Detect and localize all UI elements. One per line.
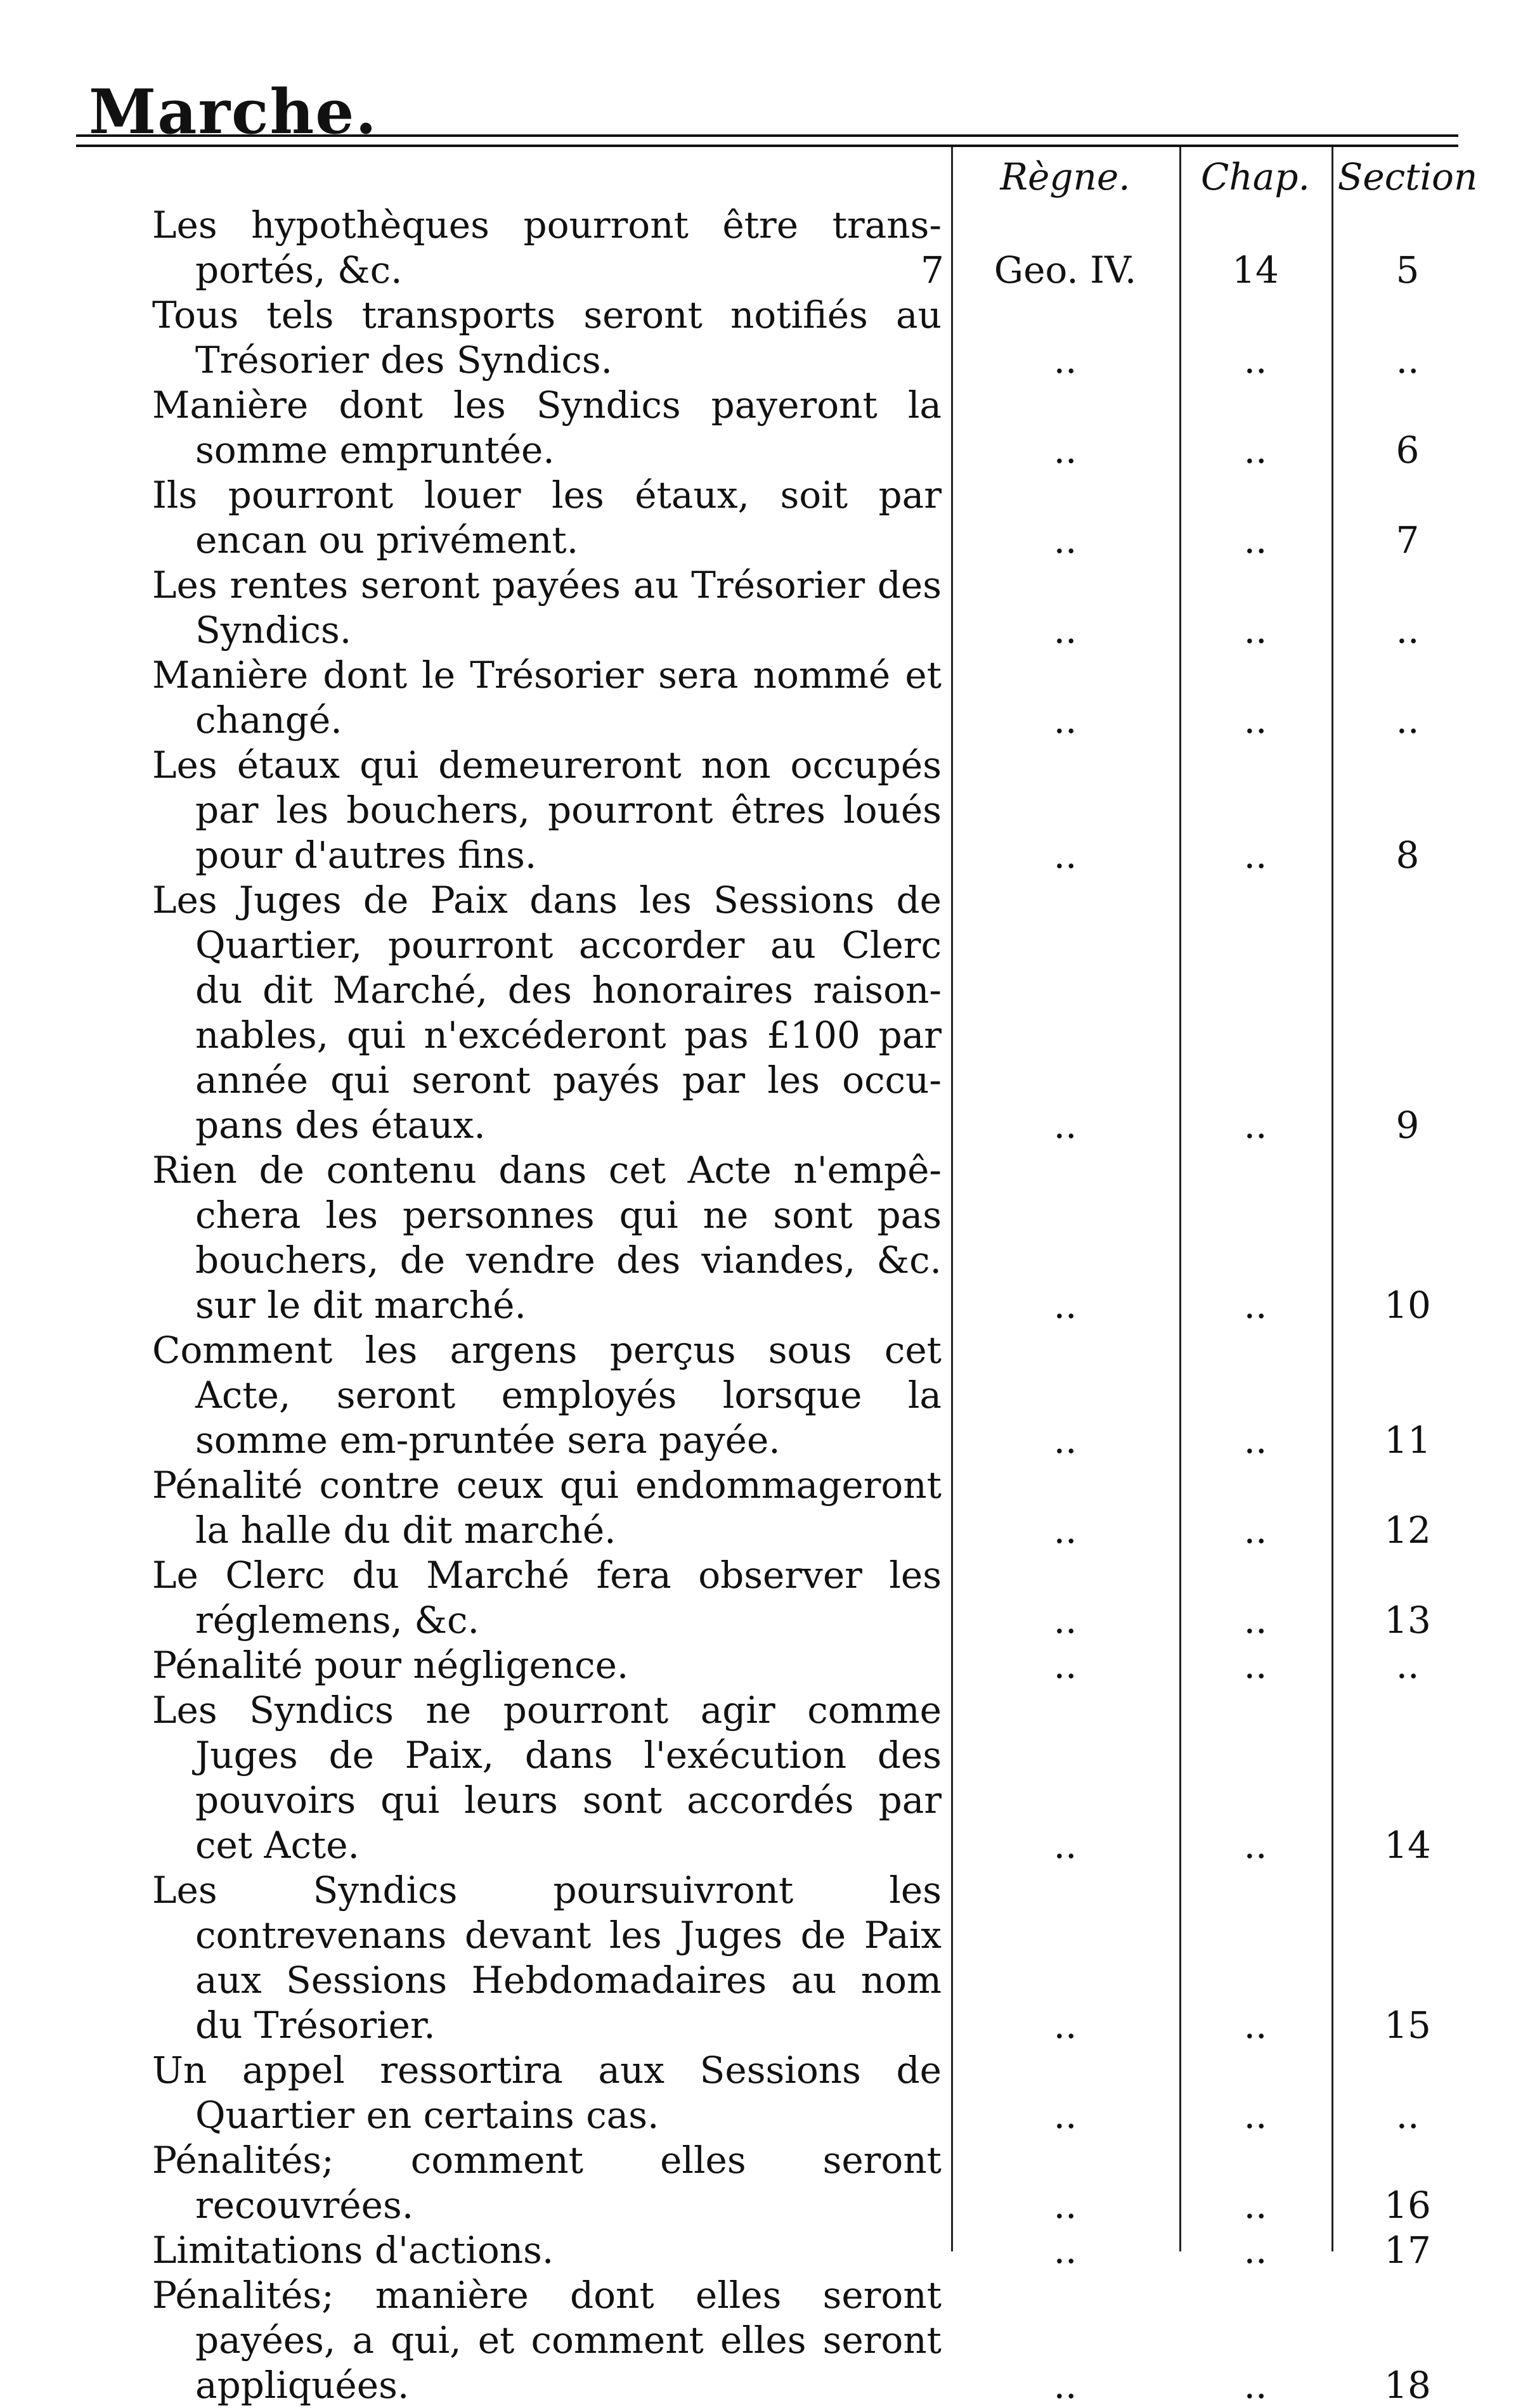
table-row [0,2228,1516,2273]
chap-value: .. [1243,518,1267,562]
entry-text: Les Juges de Paix dans les Sessions de Quartier, pourront accorder au Clerc du dit Marché, des honoraires raison-nables, qui n'excéderont pas £100 par année qui seront payés par les occu-pans des étaux. [152,879,942,1147]
chap-value: .. [1243,1644,1267,1687]
entry-text: Les Syndics poursuivront les contrevenans devant les Juges de Paix aux Sessions Hebdomadaires au nom du Trésorier. [152,1869,942,2047]
regne-value: .. [1053,338,1077,382]
entry-text: Les hypothèques pourront être trans-portés, &c. [152,203,942,292]
table-row [0,1463,1516,1553]
column-header-regne: Règne. [1000,155,1131,198]
chap-value: .. [1243,1284,1267,1327]
section-value: .. [1396,699,1420,742]
chap-value: .. [1243,2364,1267,2407]
running-head-title: Marche. [89,76,378,148]
column-header-section: Section [1337,155,1478,198]
table-row [0,203,1516,293]
chap-value: .. [1243,834,1267,877]
section-value: 9 [1396,1104,1420,1147]
chap-value: 14 [1232,248,1279,292]
table-row [0,1688,1516,1868]
section-value: .. [1396,2094,1420,2137]
entry-text: Manière dont le Trésorier sera nommé et changé. [152,654,942,742]
section-value: 6 [1396,428,1420,472]
table-row [0,653,1516,743]
table-row [0,2273,1516,2408]
entry-text: Pénalité pour négligence. [152,1644,629,1687]
section-value: 14 [1384,1824,1431,1867]
chap-value: .. [1243,338,1267,382]
regne-value: .. [1053,1284,1077,1327]
entry-text: Manière dont les Syndics payeront la somme empruntée. [152,383,942,472]
chap-value: .. [1243,2229,1267,2272]
table-row [0,743,1516,878]
top-rule-double [76,145,1458,147]
chap-value: .. [1243,2004,1267,2047]
section-value: .. [1396,1644,1420,1687]
regne-value: .. [1053,1824,1077,1867]
table-row [0,2048,1516,2138]
section-value: 16 [1384,2184,1431,2227]
chap-value: .. [1243,2184,1267,2227]
section-value: 10 [1384,1284,1431,1327]
entry-text: Tous tels transports seront notifiés au Trésorier des Syndics. [152,293,942,382]
regne-value: .. [1053,1104,1077,1147]
regne-value: .. [1053,834,1077,877]
table-row [0,878,1516,1148]
regne-value: .. [1053,1644,1077,1687]
chap-value: .. [1243,1824,1267,1867]
section-value: 15 [1384,2004,1431,2047]
chap-value: .. [1243,699,1267,742]
table-row [0,1328,1516,1463]
table-row [0,1553,1516,1643]
section-value: 13 [1384,1599,1431,1642]
chap-value: .. [1243,1599,1267,1642]
chap-value: .. [1243,428,1267,472]
regne-value: .. [1053,428,1077,472]
section-value: .. [1396,338,1420,382]
top-rule [76,134,1458,137]
entry-text: Les rentes seront payées au Trésorier des Syndics. [152,563,942,652]
regne-number: 7 [921,248,944,292]
chap-value: .. [1243,1104,1267,1147]
index-table [0,203,1516,2408]
section-value: 18 [1384,2364,1431,2407]
table-row [0,2138,1516,2228]
table-row [0,1148,1516,1328]
regne-value: .. [1053,2229,1077,2272]
entry-text: Le Clerc du Marché fera observer les réglemens, &c. [152,1554,942,1642]
table-row [0,293,1516,383]
regne-value: .. [1053,1599,1077,1642]
section-value: 12 [1384,1509,1431,1552]
entry-text: Pénalités; manière dont elles seront payées, a qui, et comment elles seront appliquées. [152,2274,942,2407]
regne-value: .. [1053,2184,1077,2227]
table-row [0,473,1516,563]
regne-value: .. [1053,2094,1077,2137]
section-value: 5 [1396,248,1420,292]
chap-value: .. [1243,1509,1267,1552]
chap-value: .. [1243,2094,1267,2137]
column-header-chap: Chap. [1201,155,1310,198]
entry-text: Pénalité contre ceux qui endommageront la halle du dit marché. [152,1464,942,1552]
regne-value: .. [1053,608,1077,652]
entry-text: Limitations d'actions. [152,2229,554,2272]
entry-text: Pénalités; comment elles seront recouvrées. [152,2139,942,2227]
entry-text: Ils pourront louer les étaux, soit par encan ou privément. [152,473,942,562]
chap-value: .. [1243,1419,1267,1462]
regne-value: .. [1053,2364,1077,2407]
entry-text: Un appel ressortira aux Sessions de Quartier en certains cas. [152,2049,942,2137]
entry-text: Les Syndics ne pourront agir comme Juges de Paix, dans l'exécution des pouvoirs qui leurs sont accordés par cet Acte. [152,1689,942,1867]
entry-text: Comment les argens perçus sous cet Acte, seront employés lorsque la somme em-pruntée sera payée. [152,1329,942,1462]
section-value: 11 [1384,1419,1431,1462]
regne-value: Geo. IV. [994,248,1137,292]
regne-value: .. [1053,518,1077,562]
table-row [0,563,1516,653]
regne-value: .. [1053,1509,1077,1552]
table-row [0,383,1516,473]
section-value: .. [1396,608,1420,652]
table-row [0,1868,1516,2048]
regne-value: .. [1053,1419,1077,1462]
regne-value: .. [1053,2004,1077,2047]
section-value: 8 [1396,834,1420,877]
chap-value: .. [1243,608,1267,652]
section-value: 7 [1396,518,1420,562]
entry-text: Les étaux qui demeureront non occupés par les bouchers, pourront êtres loués pour d'autres fins. [152,744,942,877]
table-row [0,1643,1516,1688]
section-value: 17 [1384,2229,1431,2272]
regne-value: .. [1053,699,1077,742]
entry-text: Rien de contenu dans cet Acte n'empê-chera les personnes qui ne sont pas bouchers, de vendre des viandes, &c. sur le dit marché. [152,1149,942,1327]
